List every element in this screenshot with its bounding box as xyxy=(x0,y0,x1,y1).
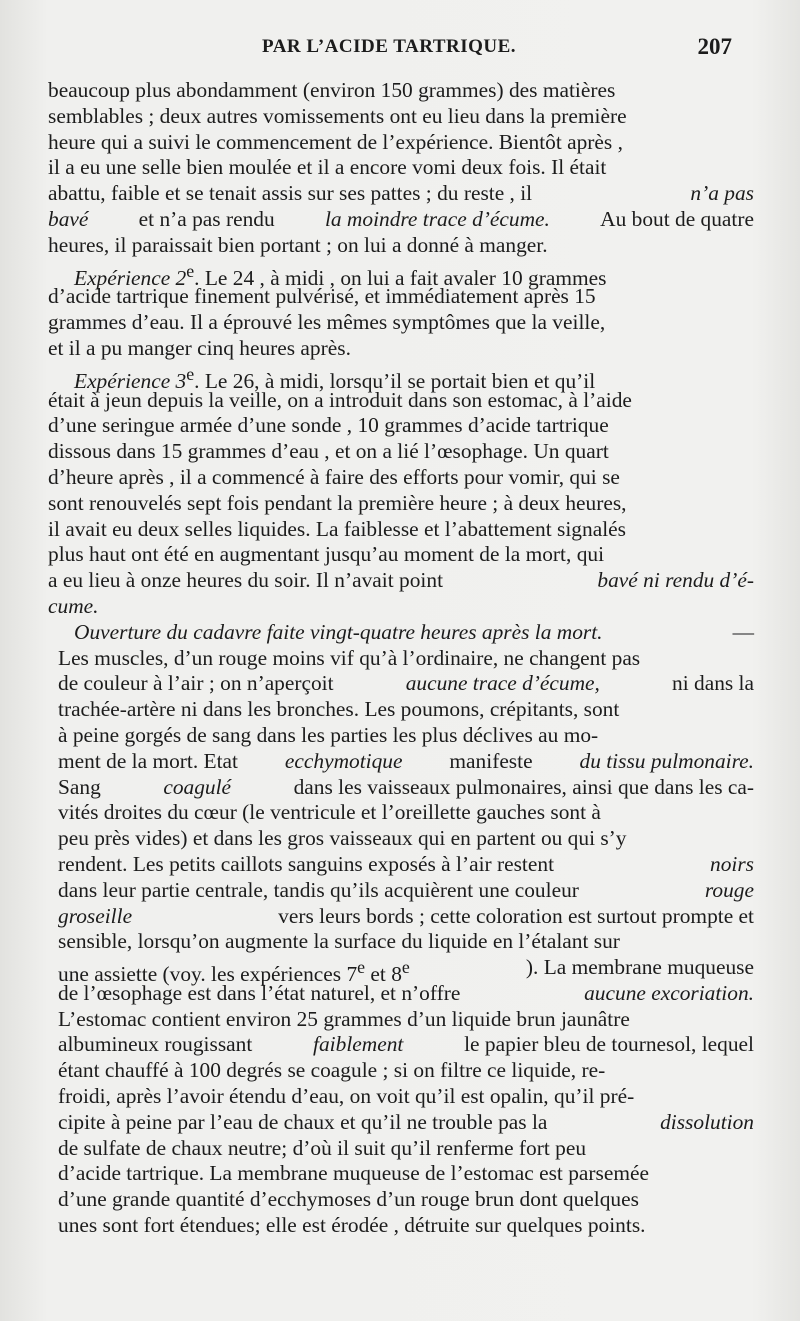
text-line: Les muscles, d’un rouge moins vif qu’à l’ordinaire, ne changent pas xyxy=(58,645,641,670)
text-line: beaucoup plus abondamment (environ 150 grammes) des matières xyxy=(48,78,616,102)
text-line: heures, il paraissait bien portant ; on lui a donné à manger. xyxy=(48,232,548,257)
text-line: dissous dans 15 grammes d’eau , et on a lié l’œsophage. Un quart xyxy=(48,439,609,464)
text-line: sensible, lorsqu’on augmente la surface du liquide en l’étalant sur xyxy=(58,929,620,954)
running-title: PAR L’ACIDE TARTRIQUE. xyxy=(262,36,517,57)
text-line: d’acide tartrique. La membrane muqueuse de l’estomac est parsemée xyxy=(58,1161,649,1186)
text-line: sont renouvelés sept fois pendant la première heure ; à deux heures, xyxy=(48,490,627,515)
text-line: unes sont fort étendues; elle est érodée , détruite sur quelques points. xyxy=(58,1213,646,1238)
text-line: il avait eu deux selles liquides. La faiblesse et l’abattement signalés xyxy=(48,516,626,541)
text-line: Ouverture du cadavre faite vingt-quatre heures après la mort. — xyxy=(74,619,754,644)
text-line: rendent. Les petits caillots sanguins exposés à l’air restent noirs xyxy=(58,851,754,876)
text-line: plus haut ont été en augmentant jusqu’au moment de la mort, qui xyxy=(48,542,605,567)
bleed-through-footer xyxy=(90,1296,710,1310)
text-line: abattu, faible et se tenait assis sur ses pattes ; du reste , il n’a pas xyxy=(48,181,754,206)
text-line: Expérience 2e. Le 24 , à midi , on lui a fait avaler 10 grammes xyxy=(74,260,607,290)
text-line: L’estomac contient environ 25 grammes d’un liquide brun jaunâtre xyxy=(58,1006,630,1031)
text-line: de sulfate de chaux neutre; d’où il suit qu’il renferme fort peu xyxy=(58,1135,587,1160)
text-line: d’heure après , il a commencé à faire des efforts pour vomir, qui se xyxy=(48,464,620,489)
text-line: une assiette (voy. les expériences 7e et 8e ). La membrane muqueuse xyxy=(58,955,754,987)
text-line: d’une seringue armée d’une sonde , 10 grammes d’acide tartrique xyxy=(48,413,609,438)
text-line: heure qui a suivi le commencement de l’expérience. Bientôt après , xyxy=(48,129,623,154)
text-line: albumineux rougissant faiblement le papier bleu de tournesol, lequel xyxy=(58,1032,754,1057)
text-line: il a eu une selle bien moulée et il a encore vomi deux fois. Il était xyxy=(48,155,607,180)
text-line: dans leur partie centrale, tandis qu’ils acquièrent une couleur rouge xyxy=(58,877,754,902)
text-line: bavé et n’a pas rendu la moindre trace d’écume. Au bout de quatre xyxy=(48,206,754,231)
text-line: cipite à peine par l’eau de chaux et qu’il ne trouble pas la dissolution xyxy=(58,1109,754,1134)
text-line: ment de la mort. Etat ecchymotique manifeste du tissu pulmonaire. xyxy=(58,748,754,773)
page-header xyxy=(0,36,800,68)
text-line: et il a pu manger cinq heures après. xyxy=(48,335,351,360)
text-line: froidi, après l’avoir étendu d’eau, on voit qu’il est opalin, qu’il pré- xyxy=(58,1084,635,1109)
text-line: Sang coagulé dans les vaisseaux pulmonaires, ainsi que dans les ca- xyxy=(58,774,754,799)
text-line: de l’œsophage est dans l’état naturel, et n’offre aucune excoriation. xyxy=(58,980,754,1005)
text-line: d’une grande quantité d’ecchymoses d’un rouge brun dont quelques xyxy=(58,1187,639,1212)
text-line: était à jeun depuis la veille, on a introduit dans son estomac, à l’aide xyxy=(48,387,632,412)
body-text xyxy=(48,78,754,1239)
text-line: Expérience 3e. Le 26, à midi, lorsqu’il se portait bien et qu’il xyxy=(74,363,596,393)
text-line: de couleur à l’air ; on n’aperçoit aucune trace d’écume, ni dans la xyxy=(58,671,754,696)
text-line: trachée-artère ni dans les bronches. Les poumons, crépitants, sont xyxy=(58,697,620,722)
text-line: d’acide tartrique finement pulvérisé, et immédiatement après 15 xyxy=(48,284,596,309)
text-line: étant chauffé à 100 degrés se coagule ; si on filtre ce liquide, re- xyxy=(58,1058,606,1083)
text-line: vités droites du cœur (le ventricule et l’oreillette gauches sont à xyxy=(58,800,601,825)
text-line: grammes d’eau. Il a éprouvé les mêmes symptômes que la veille, xyxy=(48,310,606,335)
text-line: peu près vides) et dans les gros vaisseaux qui en partent ou qui s’y xyxy=(58,826,627,851)
text-line: semblables ; deux autres vomissements ont eu lieu dans la première xyxy=(48,103,627,128)
text-line: groseille vers leurs bords ; cette coloration est surtout prompte et xyxy=(58,903,754,928)
text-line: cume. xyxy=(48,593,99,618)
text-line: à peine gorgés de sang dans les parties les plus déclives au mo- xyxy=(58,722,599,747)
page-number: 207 xyxy=(697,34,732,59)
text-line: a eu lieu à onze heures du soir. Il n’avait point bavé ni rendu d’é- xyxy=(48,568,754,593)
